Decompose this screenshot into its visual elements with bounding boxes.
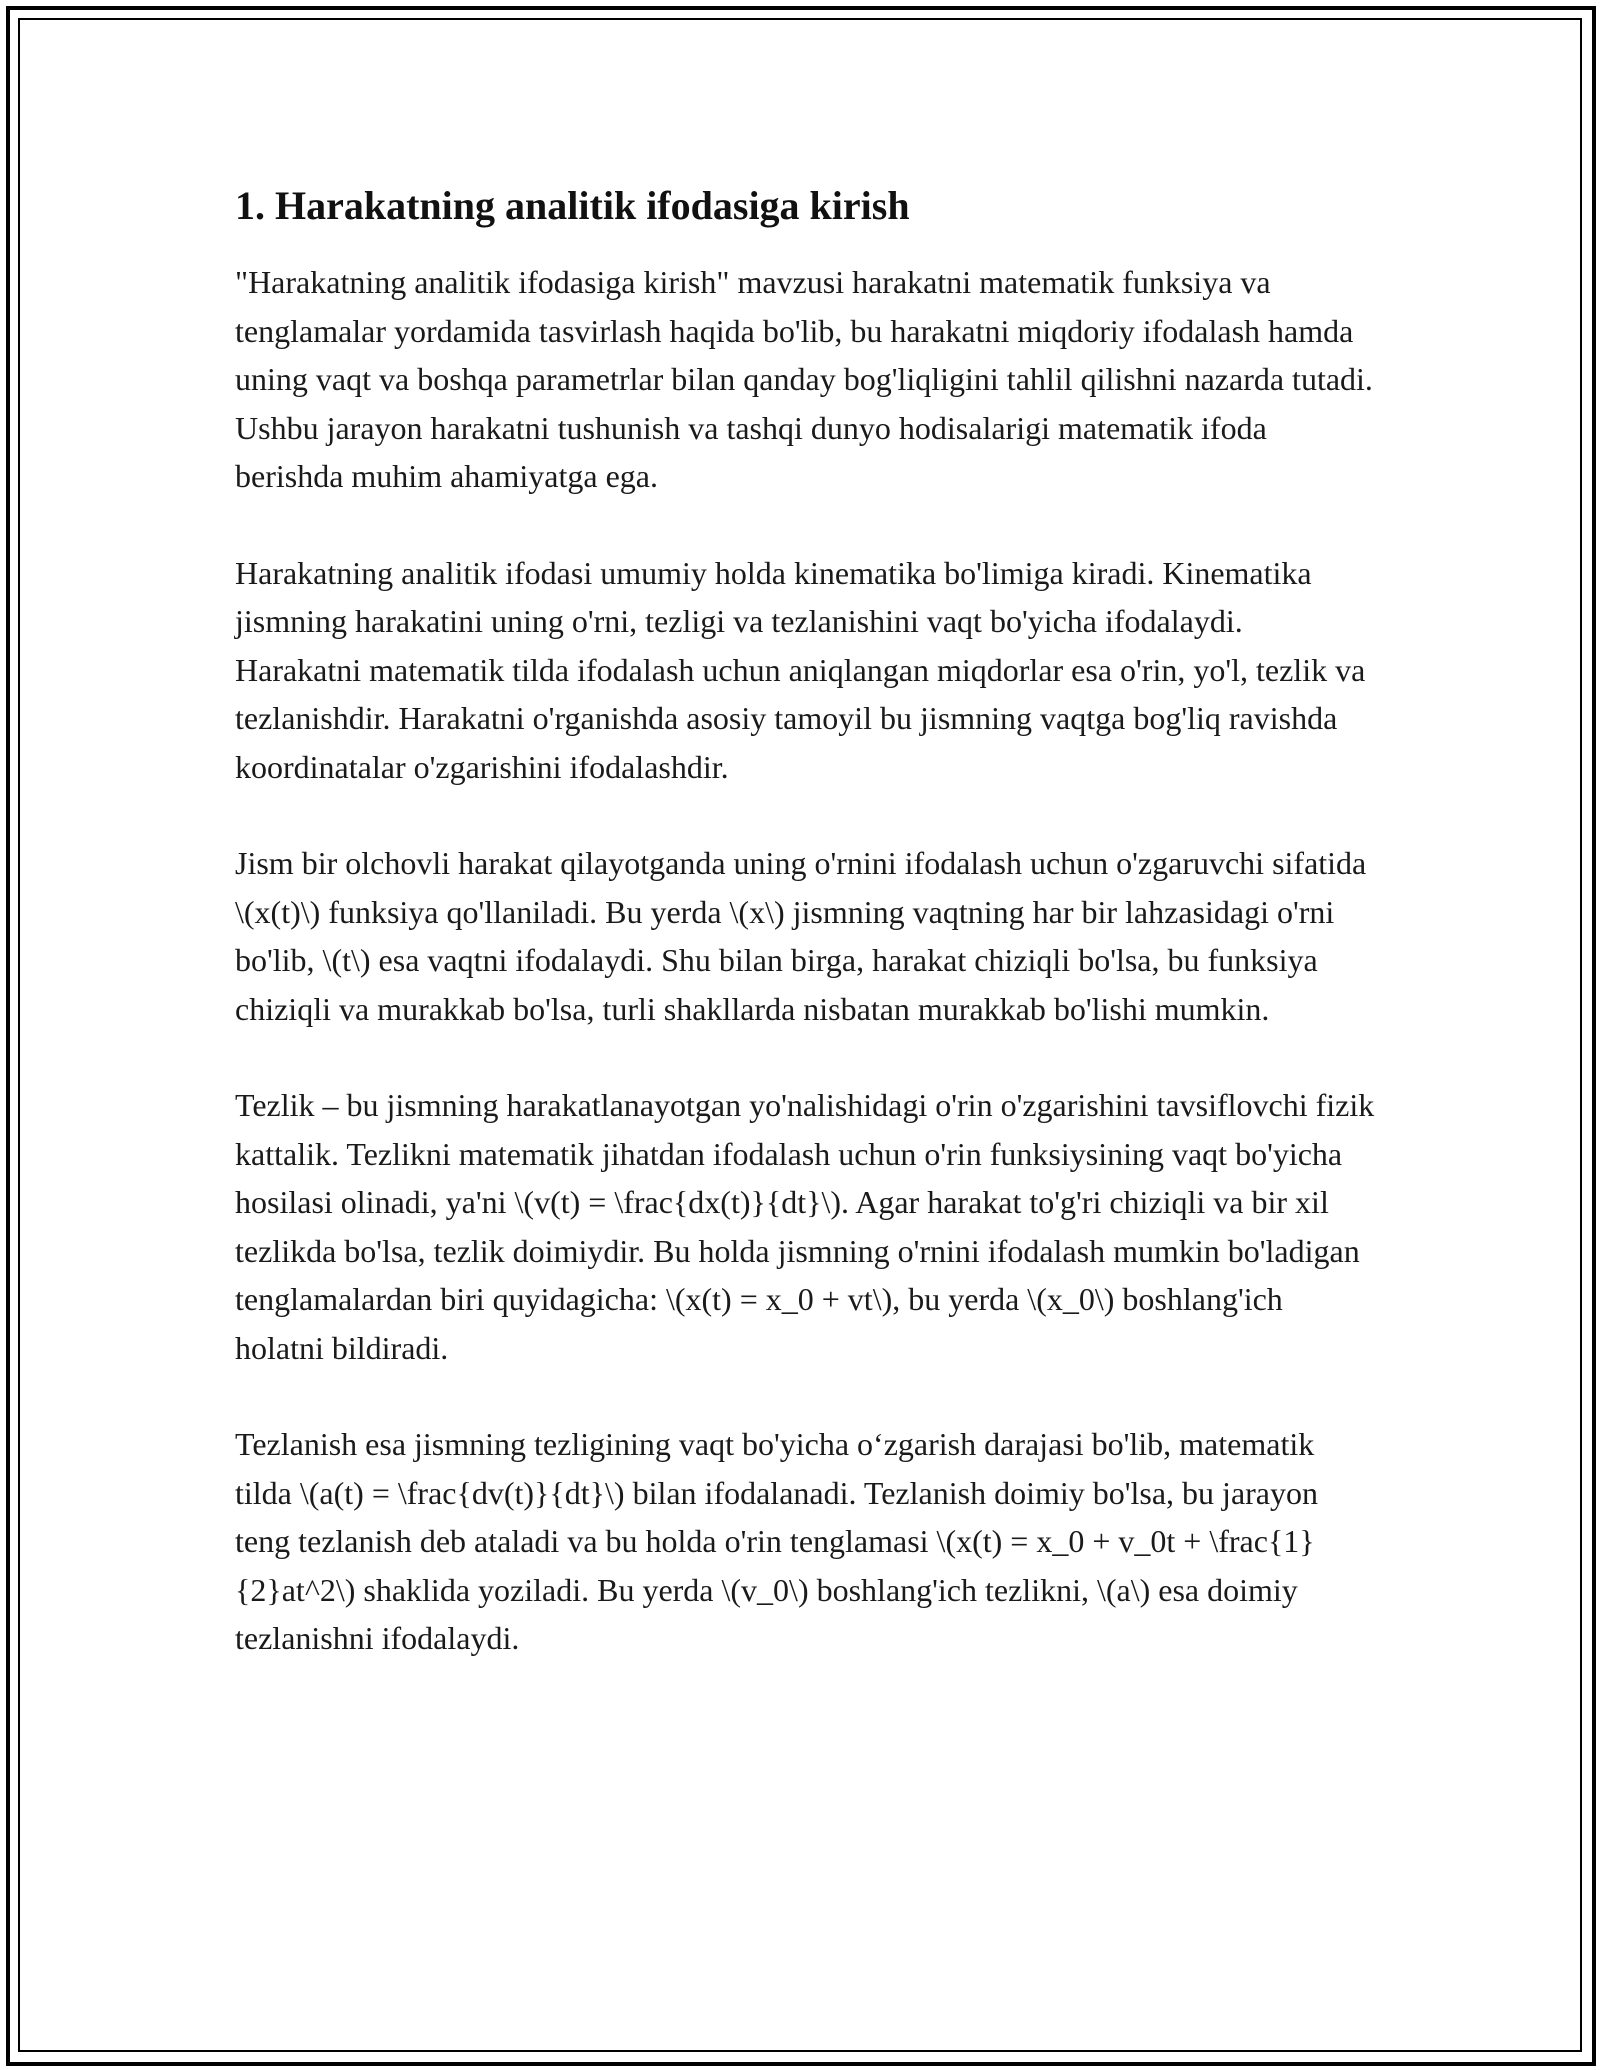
paragraph-kinematics: Harakatning analitik ifodasi umumiy holda kinematika bo'limiga kiradi. Kinematika jismning harakatini uning o'rni, tezligi va tezlanishini vaqt bo'yicha ifodalaydi. Harakatni matematik tilda ifodalash uchun aniqlangan miqdorlar esa o'rin, yo'l, tezlik va tezlanishdir. Harakatni o'rganishda asosiy tamoyil bu jismning vaqtga bog'liq ravishda koordinatalar o'zgarishini ifodalashdir. [235,554,1366,785]
paragraph-intro: "Harakatning analitik ifodasiga kirish" mavzusi harakatni matematik funksiya va tenglamalar yordamida tasvirlash haqida bo'lib, bu harakatni miqdoriy ifodalash hamda uning vaqt va boshqa parametrlar bilan qanday bog'liqligini tahlil qilishni nazarda tutadi. Ushbu jarayon harakatni tushunish va tashqi dunyo hodisalarigi matematik ifoda berishda muhim ahamiyatga ega. [235,264,1373,494]
document-body [235,180,1375,1711]
paragraph-velocity: Tezlik – bu jismning harakatlanayotgan yo'nalishidagi o'rin o'zgarishini tavsiflovchi fizik kattalik. Tezlikni matematik jihatdan ifodalash uchun o'rin funksiysining vaqt bo'yicha hosilasi olinadi, ya'ni \(v(t) = \frac{dx(t)}{dt}\). Agar harakat to'g'ri chiziqli va bir xil tezlikda bo'lsa, tezlik doimiydir. Bu holda jismning o'rnini ifodalash mumkin bo'ladigan tenglamalardan biri quyidagicha: \(x(t) = x_0 + vt\), bu yerda \(x_0\) boshlang'ich holatni bildiradi. [235,1087,1375,1366]
paragraph-acceleration: Tezlanish esa jismning tezligining vaqt bo'yicha o‘zgarish darajasi bo'lib, matematik tilda \(a(t) = \frac{dv(t)}{dt}\) bilan ifodalanadi. Tezlanish doimiy bo'lsa, bu jarayon teng tezlanish deb ataladi va bu holda o'rin tenglamasi \(x(t) = x_0 + v_0t + \frac{1}{2}at^2\) shaklida yoziladi. Bu yerda \(v_0\) boshlang'ich tezlikni, \(a\) esa doimiy tezlanishni ifodalaydi. [235,1426,1318,1656]
section-heading: 1. Harakatning analitik ifodasiga kirish [235,183,910,228]
paragraph-position: Jism bir olchovli harakat qilayotganda uning o'rnini ifodalash uchun o'zgaruvchi sifatida \(x(t)\) funksiya qo'llaniladi. Bu yerda \(x\) jismning vaqtning har bir lahzasidagi o'rni bo'lib, \(t\) esa vaqtni ifodalaydi. Shu bilan birga, harakat chiziqli bo'lsa, bu funksiya chiziqli va murakkab bo'lsa, turli shakllarda nisbatan murakkab bo'lishi mumkin. [235,845,1367,1027]
